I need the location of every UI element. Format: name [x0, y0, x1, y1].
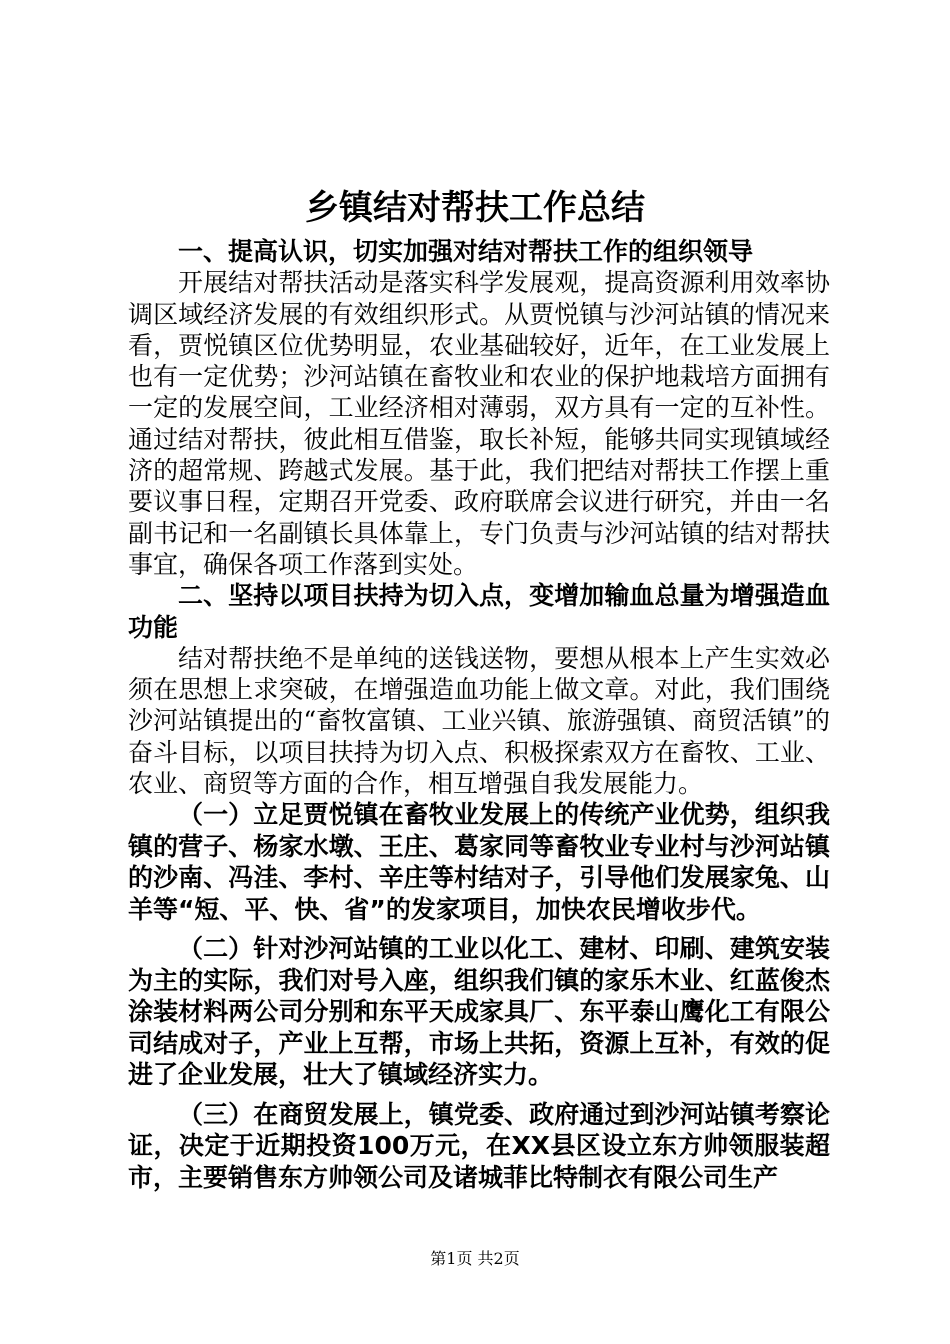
section-2-heading: 二、坚持以项目扶持为切入点，变增加输血总量为增强造血功能 — [128, 581, 830, 642]
section-1-heading: 一、提高认识，切实加强对结对帮扶工作的组织领导 — [178, 237, 754, 266]
document-title: 乡镇结对帮扶工作总结 — [305, 188, 645, 228]
section-1-paragraph: 开展结对帮扶活动是落实科学发展观，提高资源利用效率协调区域经济发展的有效组织形式。从贾悦镇与沙河站镇的情况来看，贾悦镇区位优势明显，农业基础较好，近年，在工业发展上也有一定优势；沙河站镇在畜牧业和农业的保护地栽培方面拥有一定的发展空间，工业经济相对薄弱，双方具有一定的互补性。通过结对帮扶，彼此相互借鉴，取长补短，能够共同实现镇域经济的超常规、跨越式发展。基于此，我们把结对帮扶工作摆上重要议事日程，定期召开党委、政府联席会议进行研究，并由一名副书记和一名副镇长具体靠上，专门负责与沙河站镇的结对帮扶事宜，确保各项工作落到实处。 — [128, 268, 830, 579]
subsection-1-paragraph: （一）立足贾悦镇在畜牧业发展上的传统产业优势，组织我镇的营子、杨家水墩、王庄、葛家同等畜牧业专业村与沙河站镇的沙南、冯洼、李村、辛庄等村结对子，引导他们发展家兔、山羊等“短、平、快、省”的发家项目，加快农民增收步代。 — [128, 800, 830, 924]
subsection-2-paragraph: （二）针对沙河站镇的工业以化工、建材、印刷、建筑安装为主的实际，我们对号入座，组织我们镇的家乐木业、红蓝俊杰涂装材料两公司分别和东平天成家具厂、东平泰山鹰化工有限公司结成对子，产业上互帮，市场上共拓，资源上互补，有效的促进了企业发展，壮大了镇域经济实力。 — [128, 934, 830, 1090]
subsection-3-paragraph: （三）在商贸发展上，镇党委、政府通过到沙河站镇考察论证，决定于近期投资100万元，在XX县区设立东方帅领服装超市，主要销售东方帅领公司及诸城菲比特制衣有限公司生产 — [128, 1099, 830, 1192]
document-body — [128, 236, 830, 1193]
section-2-paragraph: 结对帮扶绝不是单纯的送钱送物，要想从根本上产生实效必须在思想上求突破，在增强造血功能上做文章。对此，我们围绕沙河站镇提出的“畜牧富镇、工业兴镇、旅游强镇、商贸活镇”的奋斗目标，以项目扶持为切入点、积极探索双方在畜牧、工业、农业、商贸等方面的合作，相互增强自我发展能力。 — [128, 643, 830, 799]
page-number-footer: 第1页 共2页 — [430, 1249, 520, 1268]
